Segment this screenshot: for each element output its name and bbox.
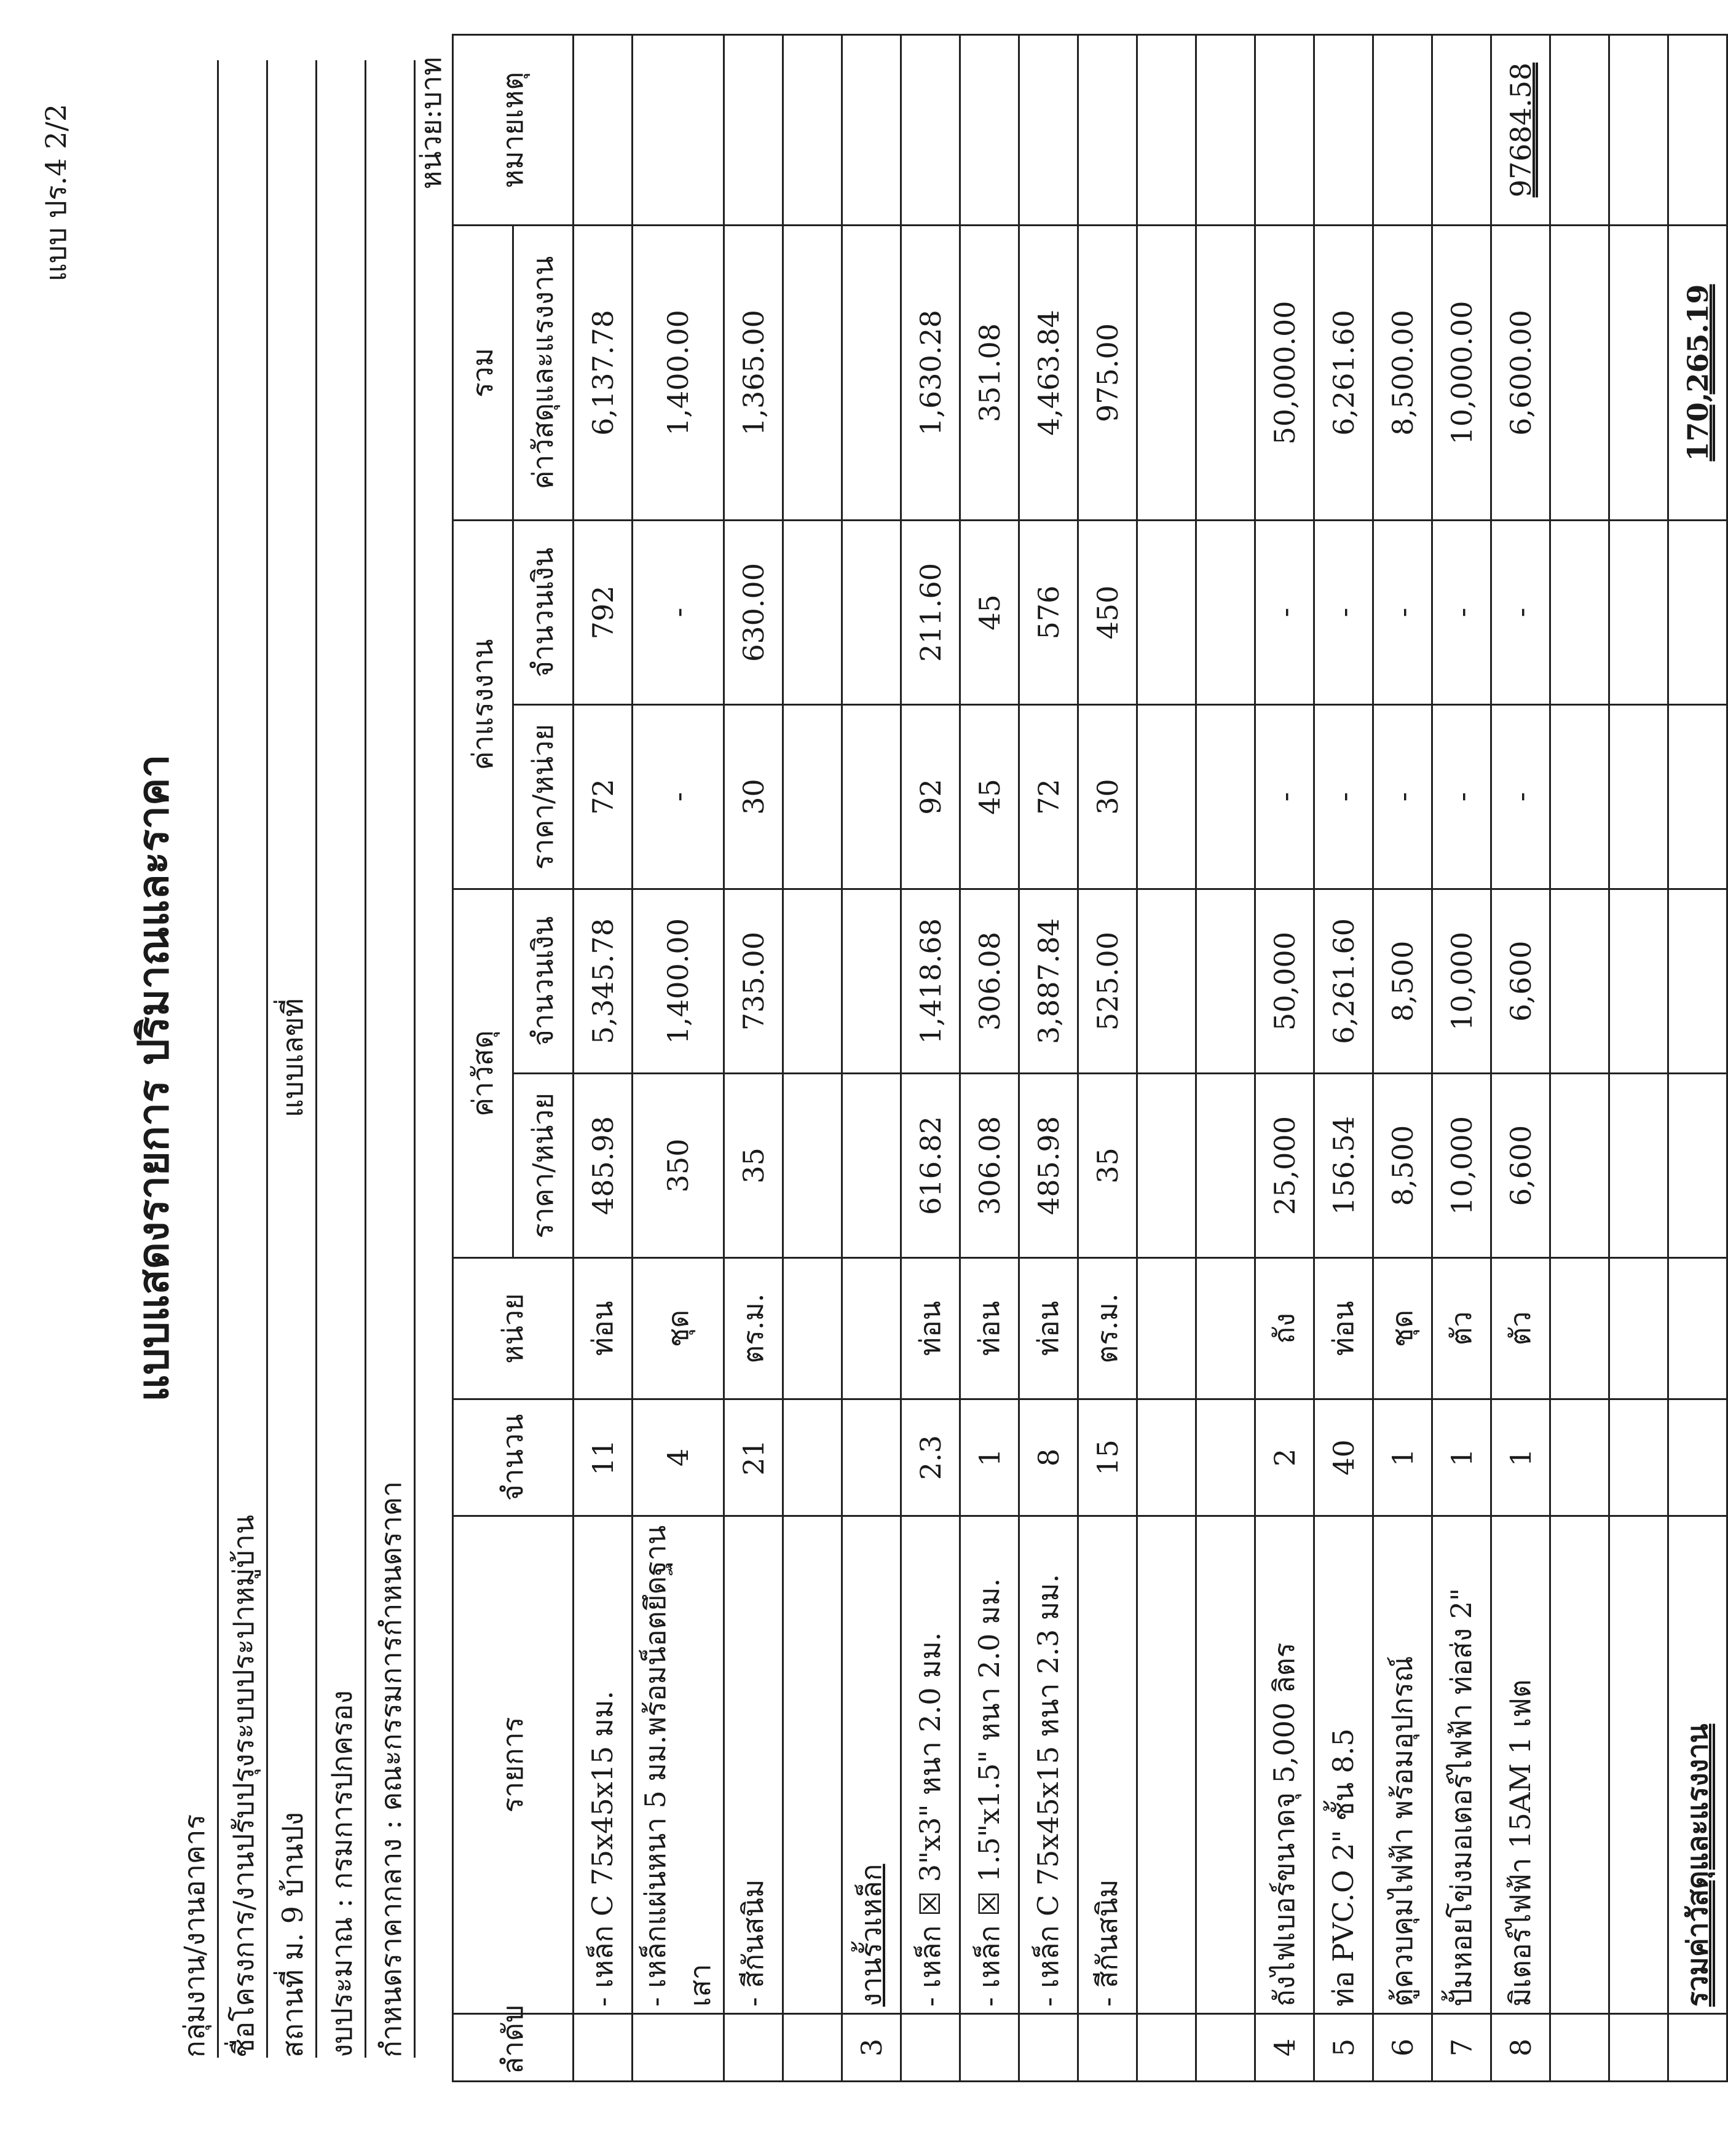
row-material-amount: 3,887.84 (1019, 889, 1078, 1073)
row-material-price: 6,600 (1491, 1074, 1550, 1258)
row-labor-price (1137, 704, 1196, 889)
row-item: - เหล็ก ☒ 3"x3" หนา 2.0 มม. (901, 1516, 960, 2014)
row-no (1137, 2014, 1196, 2082)
row-material-amount (1609, 889, 1668, 1073)
row-no (1019, 2014, 1078, 2082)
row-remark (1137, 34, 1196, 225)
row-material-price (1137, 1074, 1196, 1258)
row-unit: ตร.ม. (1078, 1258, 1137, 1399)
empty-cell (1668, 1074, 1727, 1258)
row-material-price (842, 1074, 901, 1258)
row-unit (1609, 1258, 1668, 1399)
row-labor-amount: - (1314, 520, 1373, 704)
row-material-price: 616.82 (901, 1074, 960, 1258)
row-labor-amount: 45 (960, 520, 1019, 704)
row-labor-price (1609, 704, 1668, 889)
row-unit (1137, 1258, 1196, 1399)
row-qty: 1 (1432, 1399, 1491, 1516)
row-no (1550, 2014, 1609, 2082)
row-qty (1137, 1399, 1196, 1516)
row-qty (783, 1399, 842, 1516)
row-qty: 8 (1019, 1399, 1078, 1516)
row-remark: 97684.58 (1491, 34, 1550, 225)
row-material-price: 8,500 (1373, 1074, 1432, 1258)
group-line: กลุ่มงาน/งานอาคาร (172, 60, 219, 2058)
page-title: แบบแสดงรายการ ปริมาณและราคา (129, 754, 178, 1402)
row-item (1137, 1516, 1196, 2014)
row-labor-price: - (1373, 704, 1432, 889)
row-remark (1609, 34, 1668, 225)
row-qty (1609, 1399, 1668, 1516)
row-qty: 1 (1491, 1399, 1550, 1516)
row-unit: ชุด (1373, 1258, 1432, 1399)
row-remark (1373, 34, 1432, 225)
row-labor-price: 72 (574, 704, 633, 889)
row-labor-price: 45 (960, 704, 1019, 889)
table-row (633, 34, 724, 2081)
row-total (1196, 225, 1255, 520)
table-row (1609, 34, 1668, 2081)
row-no (1078, 2014, 1137, 2082)
grand-total-label: รวมค่าวัสดุและแรงงาน (1668, 1516, 1727, 2014)
grand-total-no-cell (1668, 2014, 1727, 2082)
row-no: 7 (1432, 2014, 1491, 2082)
row-labor-amount (1137, 520, 1196, 704)
row-total: 975.00 (1078, 225, 1137, 520)
row-qty: 40 (1314, 1399, 1373, 1516)
row-labor-amount: - (1432, 520, 1491, 704)
header-material-amount: จำนวนเงิน (513, 889, 574, 1073)
row-remark (633, 34, 724, 225)
row-total (1137, 225, 1196, 520)
table-row (1373, 34, 1432, 2081)
table-row (842, 34, 901, 2081)
row-unit: ถัง (1255, 1258, 1314, 1399)
row-labor-amount: - (633, 520, 724, 704)
row-item (1609, 1516, 1668, 2014)
row-labor-amount: 630.00 (724, 520, 783, 704)
project-line: ชื่อโครงการ/งานปรับปรุงระบบประปาหมู่บ้าน (221, 60, 268, 2058)
row-remark (724, 34, 783, 225)
row-material-price: 306.08 (960, 1074, 1019, 1258)
row-unit: ท่อน (574, 1258, 633, 1399)
header-unit: หน่วย (453, 1258, 574, 1399)
row-item: ตู้ควบคุมไฟฟ้า พร้อมอุปกรณ์ (1373, 1516, 1432, 2014)
row-unit (1196, 1258, 1255, 1399)
row-unit: ตัว (1432, 1258, 1491, 1399)
row-labor-price (1196, 704, 1255, 889)
row-labor-price (1550, 704, 1609, 889)
row-material-amount (1196, 889, 1255, 1073)
row-qty: 2 (1255, 1399, 1314, 1516)
row-item: - เหล็กแผ่นหนา 5 มม.พร้อมน็อตยึดฐานเสา (633, 1516, 724, 2014)
table-row (1137, 34, 1196, 2081)
row-material-price (1196, 1074, 1255, 1258)
header-total: รวม (453, 225, 513, 520)
header-total-sub: ค่าวัสดุและแรงงาน (513, 225, 574, 520)
header-qty: จำนวน (453, 1399, 574, 1516)
row-labor-price: 30 (1078, 704, 1137, 889)
row-item: มิเตอร์ไฟฟ้า 15AM 1 เฟต (1491, 1516, 1550, 2014)
empty-cell (1668, 704, 1727, 889)
row-item: ปั้มหอยโข่งมอเตอร์ไฟฟ้า ท่อส่ง 2" (1432, 1516, 1491, 2014)
empty-cell (1668, 889, 1727, 1073)
header-labor: ค่าแรงงาน (453, 520, 513, 889)
row-qty: 1 (1373, 1399, 1432, 1516)
row-item: ท่อ PVC.O 2" ชั้น 8.5 (1314, 1516, 1373, 2014)
row-remark (1019, 34, 1078, 225)
header-item: รายการ (453, 1516, 574, 2014)
row-labor-price: - (633, 704, 724, 889)
table-row (1491, 34, 1550, 2081)
row-remark (574, 34, 633, 225)
row-total: 4,463.84 (1019, 225, 1078, 520)
row-labor-amount: - (1255, 520, 1314, 704)
row-unit (783, 1258, 842, 1399)
row-labor-amount (783, 520, 842, 704)
quantity-price-table (452, 34, 1728, 2082)
row-total: 351.08 (960, 225, 1019, 520)
row-labor-amount (1196, 520, 1255, 704)
row-labor-amount: - (1491, 520, 1550, 704)
row-remark (960, 34, 1019, 225)
row-total (1550, 225, 1609, 520)
row-labor-price: 72 (1019, 704, 1078, 889)
row-remark (1314, 34, 1373, 225)
row-total: 6,137.78 (574, 225, 633, 520)
table-row (574, 34, 633, 2081)
row-material-price: 35 (1078, 1074, 1137, 1258)
row-material-amount: 6,261.60 (1314, 889, 1373, 1073)
row-labor-price: - (1432, 704, 1491, 889)
row-item: - สีกันสนิม (1078, 1516, 1137, 2014)
row-material-amount: 5,345.78 (574, 889, 633, 1073)
row-labor-price: - (1314, 704, 1373, 889)
row-labor-price: - (1491, 704, 1550, 889)
table-row (1019, 34, 1078, 2081)
row-material-amount (1550, 889, 1609, 1073)
row-labor-amount: 450 (1078, 520, 1137, 704)
row-no (1609, 2014, 1668, 2082)
table-row (960, 34, 1019, 2081)
row-qty: 21 (724, 1399, 783, 1516)
form-no-label: แบบเลขที่ (276, 998, 309, 1117)
row-no: 6 (1373, 2014, 1432, 2082)
empty-cell (1668, 520, 1727, 704)
row-no: 3 (842, 2014, 901, 2082)
row-material-amount (842, 889, 901, 1073)
row-item: - สีกันสนิม (724, 1516, 783, 2014)
row-total: 50,000.00 (1255, 225, 1314, 520)
header-labor-price: ราคา/หน่วย (513, 704, 574, 889)
row-unit: ท่อน (1314, 1258, 1373, 1399)
table-row (1314, 34, 1373, 2081)
row-labor-amount (842, 520, 901, 704)
row-remark (842, 34, 901, 225)
row-material-price: 25,000 (1255, 1074, 1314, 1258)
row-no: 8 (1491, 2014, 1550, 2082)
row-total: 1,365.00 (724, 225, 783, 520)
row-qty (1196, 1399, 1255, 1516)
row-material-amount: 6,600 (1491, 889, 1550, 1073)
header-material: ค่าวัสดุ (453, 889, 513, 1257)
row-unit: ตร.ม. (724, 1258, 783, 1399)
budget-line: งบประมาณ : กรมการปกครอง (320, 60, 366, 2058)
row-material-price: 156.54 (1314, 1074, 1373, 1258)
row-unit (1550, 1258, 1609, 1399)
row-unit: ท่อน (901, 1258, 960, 1399)
pricing-line: กำหนดราคากลาง : คณะกรรมการกำหนดราคา (369, 60, 416, 2058)
row-material-amount (783, 889, 842, 1073)
empty-cell (1668, 1399, 1727, 1516)
row-qty: 4 (633, 1399, 724, 1516)
table-header-row (453, 34, 513, 2081)
row-material-price (783, 1074, 842, 1258)
row-total (842, 225, 901, 520)
row-unit: ชุด (633, 1258, 724, 1399)
row-remark (1255, 34, 1314, 225)
row-unit (842, 1258, 901, 1399)
table-row (1255, 34, 1314, 2081)
row-qty (842, 1399, 901, 1516)
row-material-amount: 735.00 (724, 889, 783, 1073)
row-material-price (1609, 1074, 1668, 1258)
row-remark (1078, 34, 1137, 225)
row-labor-amount: 576 (1019, 520, 1078, 704)
row-item: งานรั้วเหล็ก (842, 1516, 901, 2014)
row-no (960, 2014, 1019, 2082)
row-qty: 1 (960, 1399, 1019, 1516)
row-total: 1,630.28 (901, 225, 960, 520)
row-labor-amount: 792 (574, 520, 633, 704)
row-no (633, 2014, 724, 2082)
row-qty (1550, 1399, 1609, 1516)
row-remark (901, 34, 960, 225)
row-no (724, 2014, 783, 2082)
table-row (783, 34, 842, 2081)
row-material-amount: 1,400.00 (633, 889, 724, 1073)
row-material-price: 485.98 (574, 1074, 633, 1258)
row-labor-price: - (1255, 704, 1314, 889)
row-total (783, 225, 842, 520)
row-labor-amount (1609, 520, 1668, 704)
row-labor-price (842, 704, 901, 889)
table-body (574, 34, 1668, 2081)
row-item: - เหล็ก C 75x45x15 มม. (574, 1516, 633, 2014)
location-text: สถานที่ ม. 9 บ้านปง (276, 1812, 309, 2058)
grand-total-value: 170,265.19 (1668, 225, 1727, 520)
grand-total-row (1668, 34, 1727, 2081)
header-remark: หมายเหตุ (453, 34, 574, 225)
row-material-amount: 8,500 (1373, 889, 1432, 1073)
header-no: ลำดับ (453, 2014, 574, 2082)
row-total: 6,600.00 (1491, 225, 1550, 520)
row-item (1196, 1516, 1255, 2014)
row-no: 5 (1314, 2014, 1373, 2082)
row-remark (1196, 34, 1255, 225)
table-row (1078, 34, 1137, 2081)
row-material-amount (1137, 889, 1196, 1073)
row-material-amount: 10,000 (1432, 889, 1491, 1073)
row-total: 10,000.00 (1432, 225, 1491, 520)
location-line (270, 60, 317, 2058)
row-item (1550, 1516, 1609, 2014)
row-no (783, 2014, 842, 2082)
row-no (901, 2014, 960, 2082)
row-qty: 15 (1078, 1399, 1137, 1516)
row-remark (1550, 34, 1609, 225)
row-unit: ท่อน (1019, 1258, 1078, 1399)
table-row (1196, 34, 1255, 2081)
row-item: - เหล็ก ☒ 1.5"x1.5" หนา 2.0 มม. (960, 1516, 1019, 2014)
row-remark (1432, 34, 1491, 225)
header-material-price: ราคา/หน่วย (513, 1074, 574, 1258)
empty-cell (1668, 34, 1727, 225)
table-row (901, 34, 960, 2081)
row-labor-amount: - (1373, 520, 1432, 704)
table-row (1432, 34, 1491, 2081)
row-unit: ตัว (1491, 1258, 1550, 1399)
row-item (783, 1516, 842, 2014)
row-material-price: 350 (633, 1074, 724, 1258)
row-labor-price: 30 (724, 704, 783, 889)
row-remark (783, 34, 842, 225)
table-row (724, 34, 783, 2081)
row-total: 1,400.00 (633, 225, 724, 520)
row-no (574, 2014, 633, 2082)
row-material-amount: 1,418.68 (901, 889, 960, 1073)
empty-cell (1668, 1258, 1727, 1399)
row-no: 4 (1255, 2014, 1314, 2082)
row-item: ถังไฟเบอร์ขนาดจุ 5,000 ลิตร (1255, 1516, 1314, 2014)
row-total (1609, 225, 1668, 520)
row-material-amount: 525.00 (1078, 889, 1137, 1073)
row-no (1196, 2014, 1255, 2082)
row-material-amount: 50,000 (1255, 889, 1314, 1073)
row-total: 6,261.60 (1314, 225, 1373, 520)
row-labor-price (783, 704, 842, 889)
row-unit: ท่อน (960, 1258, 1019, 1399)
row-material-price (1550, 1074, 1609, 1258)
table-row (1550, 34, 1609, 2081)
row-qty: 11 (574, 1399, 633, 1516)
row-material-price: 35 (724, 1074, 783, 1258)
row-labor-price: 92 (901, 704, 960, 889)
row-labor-amount (1550, 520, 1609, 704)
row-material-price: 10,000 (1432, 1074, 1491, 1258)
row-total: 8,500.00 (1373, 225, 1432, 520)
header-labor-amount: จำนวนเงิน (513, 520, 574, 704)
row-item: - เหล็ก C 75x45x15 หนา 2.3 มม. (1019, 1516, 1078, 2014)
unit-note: หน่วย:บาท (414, 57, 448, 189)
row-labor-amount: 211.60 (901, 520, 960, 704)
row-qty: 2.3 (901, 1399, 960, 1516)
form-code: แบบ ปร.4 2/2 (39, 103, 73, 281)
row-material-amount: 306.08 (960, 889, 1019, 1073)
row-material-price: 485.98 (1019, 1074, 1078, 1258)
